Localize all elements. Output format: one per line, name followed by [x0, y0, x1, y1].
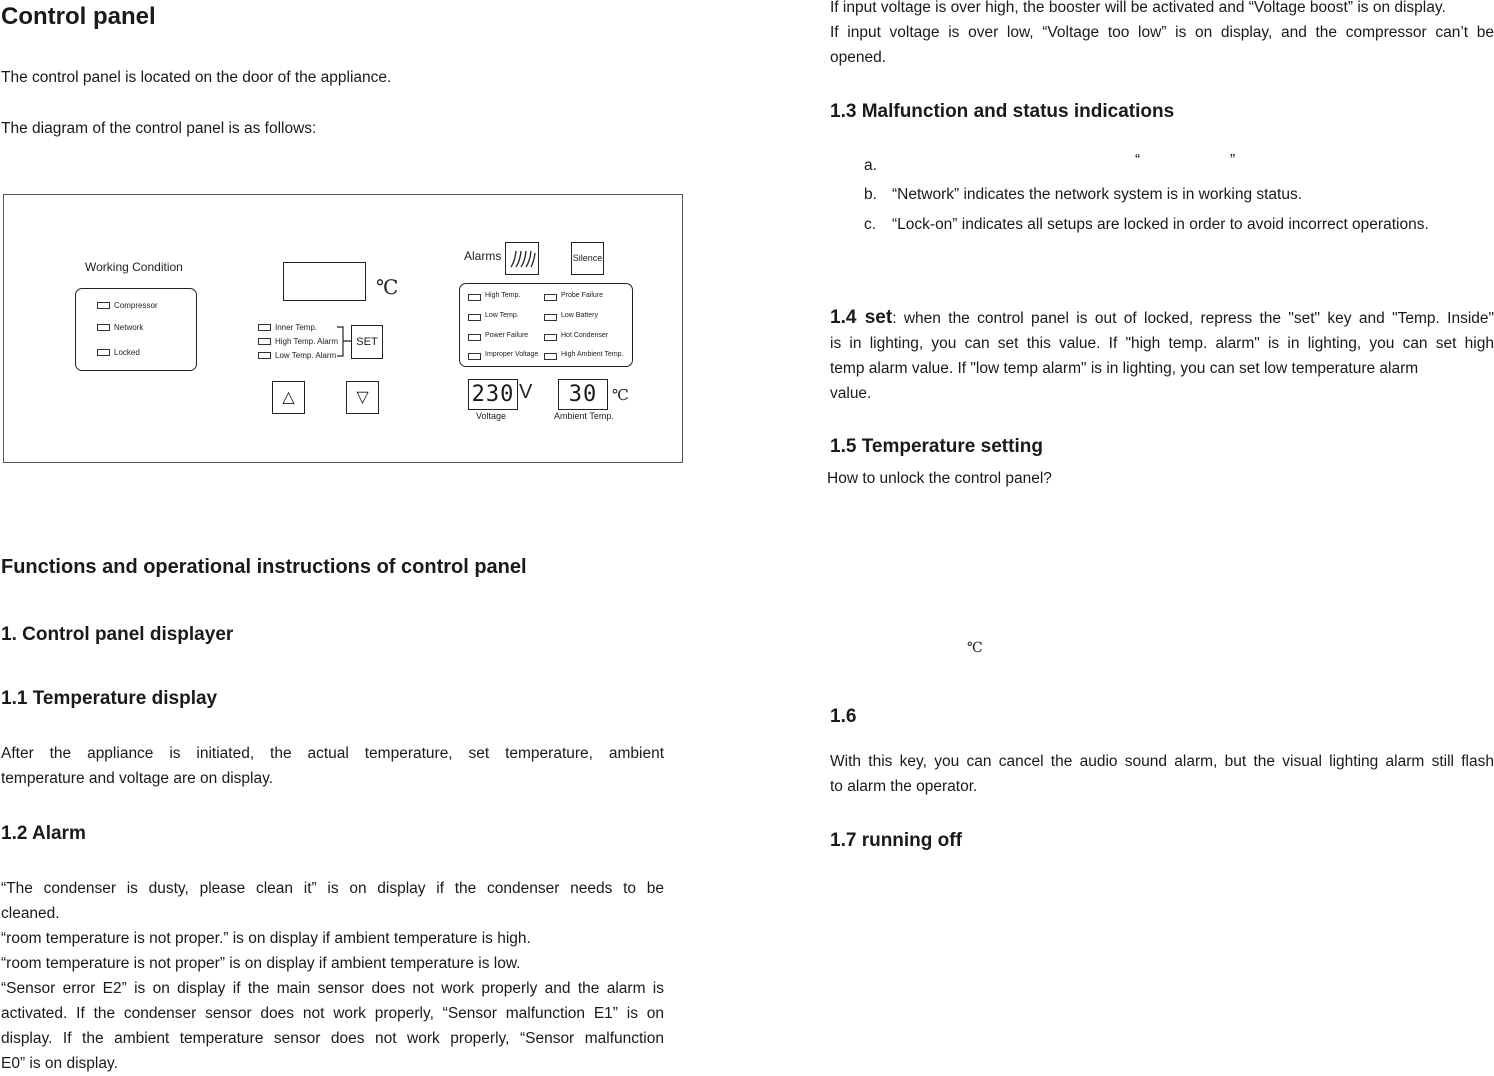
list-label: b.	[864, 186, 877, 203]
paragraph-line: opened.	[830, 49, 887, 66]
section-1-1-heading: 1.1 Temperature display	[1, 688, 218, 709]
list-item	[864, 216, 1429, 234]
paragraph-line: temp alarm value. If "low temp alarm" is in lighting, you can set low temperature alarm	[830, 360, 1419, 377]
inner-temp-label: Inner Temp.	[275, 323, 318, 332]
voltage-text	[830, 0, 1494, 70]
section-1-5-heading: 1.5 Temperature setting	[830, 436, 1043, 457]
section-1-2-heading: 1.2 Alarm	[1, 823, 86, 844]
list-item	[864, 186, 1302, 204]
page-title: Control panel	[1, 3, 156, 30]
alarm-item-label: High Ambient Temp.	[561, 351, 624, 358]
section-1-4-heading: 1.4 set	[830, 307, 893, 328]
list-item	[864, 157, 892, 175]
ambient-temp-display: 30	[558, 379, 608, 410]
alarm-hatched-button[interactable]	[505, 242, 539, 275]
compressor-indicator	[97, 302, 110, 309]
list-item-open-quote: “	[1135, 152, 1141, 169]
high-temp-alarm-indicator	[258, 338, 271, 345]
paragraph-line: display. If the ambient temperature sensor does not work properly, “Sensor malfunction	[1, 1030, 664, 1047]
alarms-label: Alarms	[464, 249, 502, 263]
paragraph-line: If input voltage is over high, the booster will be activated and “Voltage boost” is on display.	[830, 0, 1446, 16]
alarm-item-label: Hot Condenser	[561, 332, 609, 339]
inner-temp-indicator	[258, 324, 271, 331]
locked-label: Locked	[114, 348, 140, 357]
section-1-2-text	[1, 876, 664, 1076]
paragraph-line: E0” is on display.	[1, 1055, 118, 1072]
paragraph-line: activated. If the condenser sensor does not work properly, “Sensor malfunction E1” is on	[1, 1005, 664, 1022]
list-text: “Lock-on” indicates all setups are locked in order to avoid incorrect operations.	[892, 216, 1429, 233]
alarm-item-label: High Temp.	[485, 292, 521, 299]
network-label: Network	[114, 323, 144, 332]
working-condition-box	[75, 288, 197, 371]
paragraph-text: : when the control panel is out of locked, repress the "set" key and "Temp. Inside"	[892, 310, 1494, 327]
alarm-indicator	[544, 334, 557, 341]
section-1-heading: 1. Control panel displayer	[1, 624, 234, 645]
list-label: c.	[864, 216, 877, 233]
alarm-indicator	[544, 314, 557, 321]
section-1-6-heading: 1.6	[830, 706, 857, 727]
alarm-indicator	[468, 294, 481, 301]
voltage-display: 230	[468, 379, 518, 410]
paragraph-line: After the appliance is initiated, the actual temperature, set temperature, ambient	[1, 745, 664, 762]
locked-indicator	[97, 349, 110, 356]
alarm-item-label: Low Battery	[561, 312, 598, 319]
low-temp-alarm-indicator	[258, 352, 271, 359]
set-bracket	[334, 326, 352, 358]
down-arrow-button[interactable]: ▽	[346, 381, 379, 414]
functions-heading: Functions and operational instructions of control panel	[1, 556, 527, 578]
section-1-1-text	[1, 741, 664, 791]
working-condition-label: Working Condition	[85, 260, 183, 274]
up-arrow-button[interactable]: △	[272, 381, 305, 414]
compressor-label: Compressor	[114, 301, 158, 310]
alarm-indicator	[468, 314, 481, 321]
unlock-question: How to unlock the control panel?	[827, 470, 1052, 487]
high-temp-alarm-label: High Temp. Alarm	[275, 337, 338, 346]
low-temp-alarm-label: Low Temp. Alarm	[275, 351, 337, 360]
set-button[interactable]: SET	[351, 325, 383, 359]
alarm-indicator	[468, 353, 481, 360]
control-panel-diagram	[3, 194, 683, 463]
network-indicator	[97, 324, 110, 331]
paragraph-line: “The condenser is dusty, please clean it” is on display if the condenser needs to be	[1, 880, 664, 897]
alarms-box	[459, 283, 633, 367]
alarm-item-label: Low Temp.	[485, 312, 519, 319]
paragraph-line: cleaned.	[1, 905, 60, 922]
intro-text: The control panel is located on the door of the appliance.	[1, 69, 392, 86]
alarm-hatch-icon	[506, 243, 538, 274]
alarm-item-label: Improper Voltage	[485, 351, 539, 358]
paragraph-line: “room temperature is not proper” is on display if ambient temperature is low.	[1, 955, 521, 972]
list-label: a.	[864, 157, 877, 174]
intro-diagram-text: The diagram of the control panel is as follows:	[1, 120, 317, 137]
alarm-indicator	[544, 294, 557, 301]
section-1-4-text	[830, 305, 1494, 406]
paragraph-line: If input voltage is over low, “Voltage too low” is on display, and the compressor can’t be	[830, 24, 1494, 41]
paragraph-line: temperature and voltage are on display.	[1, 770, 273, 787]
section-1-7-heading: 1.7 running off	[830, 830, 962, 851]
section-1-3-heading: 1.3 Malfunction and status indications	[830, 101, 1175, 122]
ambient-temp-label: Ambient Temp.	[554, 411, 614, 421]
section-1-6-text	[830, 749, 1494, 799]
paragraph-line: to alarm the operator.	[830, 778, 978, 795]
paragraph-line: “Sensor error E2” is on display if the main sensor does not work properly and the alarm is	[1, 980, 664, 997]
voltage-unit: V	[519, 381, 533, 403]
silence-button[interactable]: Silence	[571, 242, 604, 275]
ambient-temp-unit: ℃	[612, 386, 629, 404]
temp-unit-label: ℃	[376, 275, 399, 299]
temperature-display	[283, 262, 366, 301]
alarm-item-label: Power Failure	[485, 332, 529, 339]
voltage-label: Voltage	[476, 411, 507, 421]
list-text: “Network” indicates the network system is in working status.	[892, 186, 1303, 203]
paragraph-line: value.	[830, 385, 872, 402]
alarm-item-label: Probe Failure	[561, 292, 604, 299]
list-item-close-quote: ”	[1230, 152, 1236, 169]
paragraph-line	[830, 305, 1494, 331]
paragraph-line: “room temperature is not proper.” is on display if ambient temperature is high.	[1, 930, 531, 947]
paragraph-line: With this key, you can cancel the audio sound alarm, but the visual lighting alarm still flash	[830, 753, 1494, 770]
celsius-symbol: ℃	[967, 640, 983, 656]
alarm-indicator	[468, 334, 481, 341]
paragraph-line: is in lighting, you can set this value. If "high temp. alarm" is in lighting, you can set high	[830, 335, 1494, 352]
alarm-indicator	[544, 353, 557, 360]
